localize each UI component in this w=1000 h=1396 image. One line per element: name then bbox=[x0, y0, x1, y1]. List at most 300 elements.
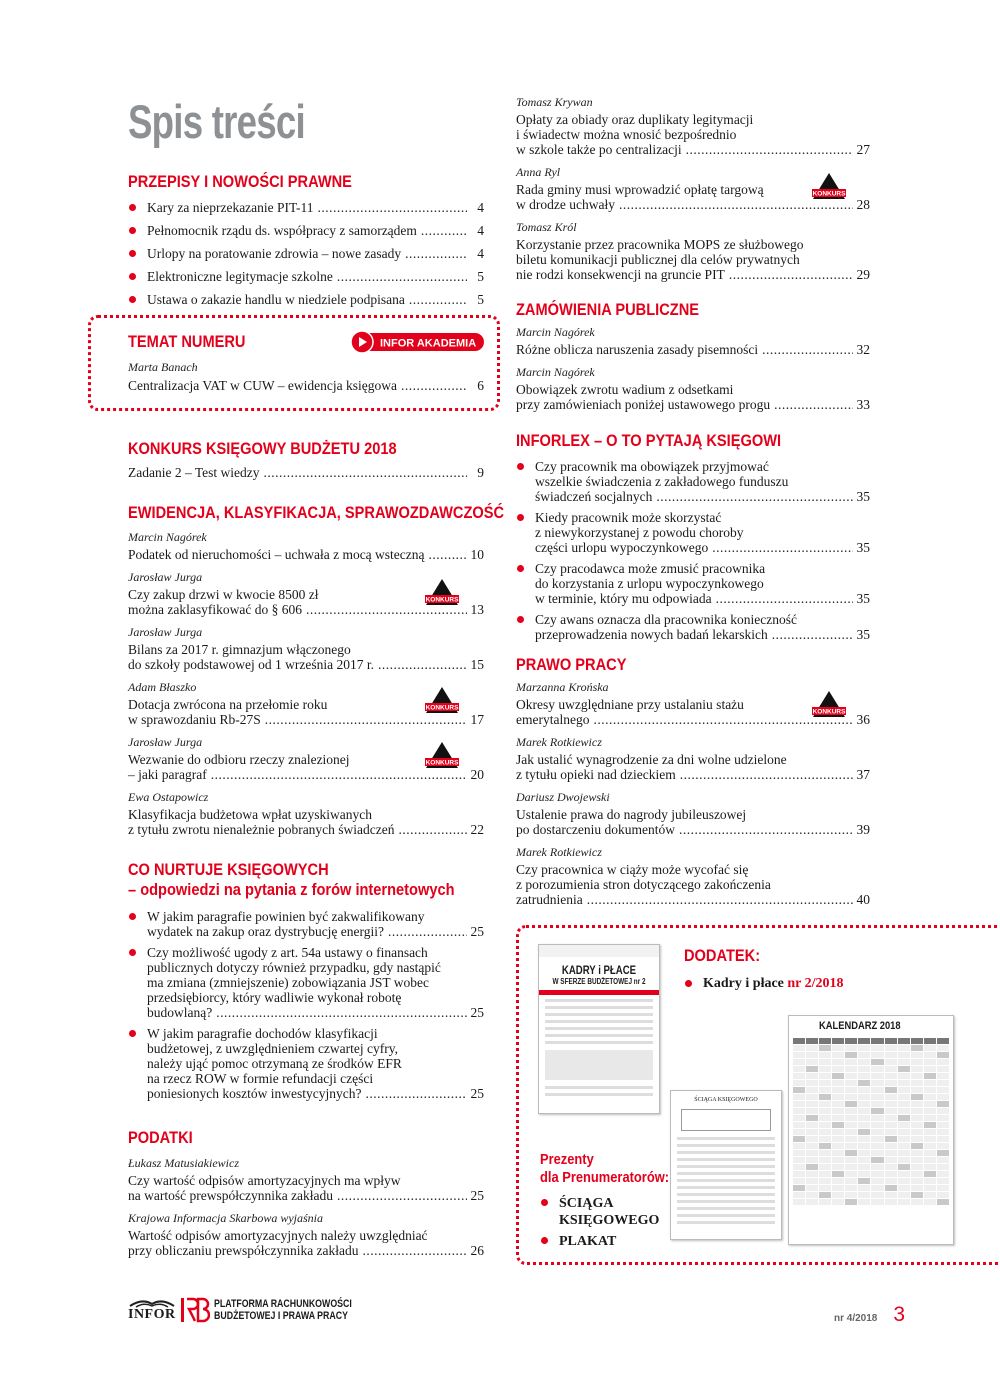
footer-page-info bbox=[834, 1303, 905, 1327]
page-ref: 37 bbox=[856, 767, 870, 782]
calendar-cell bbox=[911, 1143, 923, 1149]
entry-text-line: Rada gminy musi wprowadzić opłatę targową bbox=[516, 182, 764, 197]
section-nurtuje bbox=[128, 860, 484, 1101]
rb-logo-icon bbox=[180, 1297, 210, 1323]
toc-entry[interactable] bbox=[128, 909, 484, 939]
calendar-cell bbox=[885, 1094, 897, 1100]
calendar-cell bbox=[845, 1171, 857, 1177]
calendar-cell bbox=[924, 1192, 936, 1198]
footer-logo bbox=[128, 1297, 386, 1323]
calendar-cell bbox=[871, 1087, 883, 1093]
calendar-cell bbox=[885, 1178, 897, 1184]
toc-entry[interactable] bbox=[128, 269, 484, 284]
calendar-cell bbox=[898, 1045, 910, 1051]
calendar-cell bbox=[832, 1101, 844, 1107]
entry-text: Ustawa o zakazie handlu w niedziele podpisana bbox=[147, 292, 405, 307]
calendar-cell bbox=[845, 1157, 857, 1163]
toc-entry[interactable] bbox=[128, 642, 484, 672]
entry-text: po dostarczeniu dokumentów bbox=[516, 822, 675, 837]
toc-entry[interactable] bbox=[516, 510, 870, 555]
calendar-cell bbox=[832, 1073, 844, 1079]
calendar-cell bbox=[885, 1038, 897, 1044]
calendar-cell bbox=[937, 1143, 949, 1149]
calendar-cell bbox=[832, 1080, 844, 1086]
toc-entry[interactable] bbox=[128, 807, 484, 837]
calendar-cell bbox=[793, 1171, 805, 1177]
calendar-cell bbox=[845, 1122, 857, 1128]
section-title: PODATKI bbox=[128, 1128, 193, 1147]
entry-text-line: na rzecz ROW w formie refundacji części bbox=[147, 1071, 374, 1086]
thumb-title: ŚCIĄGA KSIĘGOWEGO bbox=[694, 1097, 758, 1103]
calendar-cell bbox=[871, 1052, 883, 1058]
calendar-cell bbox=[871, 1038, 883, 1044]
calendar-cell bbox=[898, 1150, 910, 1156]
calendar-cell bbox=[871, 1129, 883, 1135]
toc-entry[interactable] bbox=[128, 465, 484, 480]
page-ref: 35 bbox=[856, 591, 870, 606]
calendar-cell bbox=[911, 1101, 923, 1107]
calendar-cell bbox=[819, 1185, 831, 1191]
section-zamowienia bbox=[516, 300, 870, 412]
calendar-cell bbox=[832, 1171, 844, 1177]
entry-text-line: Jak ustalić wynagrodzenie za dni wolne udzielone bbox=[516, 752, 787, 767]
toc-entry[interactable] bbox=[128, 1026, 484, 1101]
calendar-cell bbox=[924, 1101, 936, 1107]
entry-text: Kary za nieprzekazanie PIT-11 bbox=[147, 200, 314, 215]
calendar-cell bbox=[858, 1150, 870, 1156]
calendar-cell bbox=[871, 1185, 883, 1191]
calendar-cell bbox=[911, 1185, 923, 1191]
calendar-cell bbox=[832, 1192, 844, 1198]
page-ref: 29 bbox=[856, 267, 870, 282]
calendar-cell bbox=[911, 1094, 923, 1100]
dodatek-item[interactable] bbox=[684, 976, 844, 992]
calendar-cell bbox=[793, 1101, 805, 1107]
calendar-cell bbox=[924, 1059, 936, 1065]
calendar-cell bbox=[858, 1073, 870, 1079]
calendar-cell bbox=[858, 1066, 870, 1072]
calendar-cell bbox=[845, 1136, 857, 1142]
calendar-cell bbox=[819, 1108, 831, 1114]
dot-leader bbox=[587, 892, 853, 907]
dot-leader bbox=[405, 246, 467, 261]
toc-entry[interactable] bbox=[516, 342, 870, 357]
calendar-cell bbox=[885, 1185, 897, 1191]
dodatek-item-name: Kadry i płace bbox=[703, 976, 784, 991]
calendar-cell bbox=[911, 1150, 923, 1156]
calendar-cell bbox=[871, 1094, 883, 1100]
page-ref: 35 bbox=[856, 540, 870, 555]
konkurs-label: KONKURS bbox=[425, 759, 459, 767]
calendar-cell bbox=[898, 1164, 910, 1170]
calendar-cell bbox=[845, 1101, 857, 1107]
toc-entry[interactable] bbox=[516, 752, 870, 782]
calendar-cell bbox=[937, 1150, 949, 1156]
entry-last-line bbox=[516, 342, 870, 357]
calendar-cell bbox=[819, 1038, 831, 1044]
page-ref: 25 bbox=[470, 1188, 484, 1203]
thumb-title: KADRY i PŁACE bbox=[561, 963, 637, 977]
calendar-cell bbox=[793, 1059, 805, 1065]
platform-name: PLATFORMA RACHUNKOWOŚCI bbox=[214, 1298, 352, 1310]
calendar-cell bbox=[937, 1122, 949, 1128]
page-title: Spis treści bbox=[128, 95, 305, 148]
calendar-cell bbox=[871, 1080, 883, 1086]
author: Łukasz Matusiakiewicz bbox=[128, 1156, 239, 1170]
dot-leader bbox=[365, 1086, 467, 1101]
calendar-cell bbox=[898, 1115, 910, 1121]
entry-text: poniesionych kosztów inwestycyjnych? bbox=[147, 1086, 362, 1101]
calendar-cell bbox=[832, 1122, 844, 1128]
author: Marek Rotkiewicz bbox=[516, 845, 602, 859]
calendar-cell bbox=[911, 1115, 923, 1121]
author: Krajowa Informacja Skarbowa wyjaśnia bbox=[128, 1211, 324, 1225]
konkurs-badge[interactable] bbox=[425, 686, 459, 716]
calendar-cell bbox=[898, 1073, 910, 1079]
calendar-cell bbox=[793, 1115, 805, 1121]
konkurs-badge[interactable] bbox=[425, 578, 459, 608]
akademia-label: INFOR AKADEMIA bbox=[380, 337, 477, 350]
entry-text-line: wszelkie świadczenia z zakładowego funduszu bbox=[535, 474, 789, 489]
calendar-cell bbox=[898, 1087, 910, 1093]
infor-logo-text: INFOR bbox=[128, 1307, 176, 1322]
calendar-cell bbox=[924, 1122, 936, 1128]
author: Ewa Ostapowicz bbox=[128, 790, 209, 804]
entry-last-line bbox=[147, 223, 484, 238]
calendar-cell bbox=[937, 1038, 949, 1044]
calendar-cell bbox=[924, 1143, 936, 1149]
dodatek-title: DODATEK: bbox=[684, 946, 761, 965]
calendar-cell bbox=[793, 1073, 805, 1079]
calendar-cell bbox=[871, 1136, 883, 1142]
entry-text: Różne oblicza naruszenia zasady pisemności bbox=[516, 342, 759, 357]
calendar-cell bbox=[898, 1192, 910, 1198]
entry-text: Pełnomocnik rządu ds. współpracy z samorządem bbox=[147, 223, 417, 238]
toc-entry[interactable] bbox=[516, 862, 870, 907]
calendar-cell bbox=[858, 1136, 870, 1142]
calendar-cell bbox=[937, 1185, 949, 1191]
section-przepisy bbox=[128, 172, 484, 307]
calendar-cell bbox=[885, 1192, 897, 1198]
konkurs-badge[interactable] bbox=[812, 172, 846, 202]
calendar-cell bbox=[832, 1115, 844, 1121]
toc-entry[interactable] bbox=[516, 382, 870, 412]
calendar-cell bbox=[793, 1150, 805, 1156]
toc-entry[interactable] bbox=[516, 459, 870, 504]
toc-entry[interactable] bbox=[128, 200, 484, 215]
calendar-cell bbox=[924, 1171, 936, 1177]
entry-last-line bbox=[516, 267, 870, 282]
calendar-cell bbox=[937, 1073, 949, 1079]
calendar-cell bbox=[806, 1080, 818, 1086]
author: Tomasz Król bbox=[516, 220, 577, 234]
calendar-cell bbox=[871, 1199, 883, 1205]
calendar-cell bbox=[806, 1150, 818, 1156]
konkurs-badge[interactable] bbox=[812, 690, 846, 720]
thumb-subtitle: W SFERZE BUDŻETOWEJ nr 2 bbox=[552, 977, 646, 986]
calendar-cell bbox=[819, 1052, 831, 1058]
toc-entry[interactable] bbox=[516, 237, 870, 282]
calendar-cell bbox=[819, 1192, 831, 1198]
calendar-cell bbox=[819, 1094, 831, 1100]
calendar-cell bbox=[885, 1073, 897, 1079]
calendar-cell bbox=[937, 1101, 949, 1107]
calendar-cell bbox=[793, 1199, 805, 1205]
calendar-cell bbox=[885, 1122, 897, 1128]
calendar-cell bbox=[885, 1087, 897, 1093]
calendar-cell bbox=[924, 1094, 936, 1100]
page-ref: 39 bbox=[856, 822, 870, 837]
author: Marta Banach bbox=[128, 360, 198, 374]
calendar-cell bbox=[806, 1052, 818, 1058]
entry-text-line: Wartość odpisów amortyzacyjnych należy uwzględniać bbox=[128, 1228, 428, 1243]
page-ref: 35 bbox=[856, 627, 870, 642]
page-ref: 25 bbox=[470, 1005, 484, 1020]
calendar-cell bbox=[937, 1171, 949, 1177]
author: Tomasz Krywan bbox=[516, 95, 593, 109]
calendar-cell bbox=[819, 1045, 831, 1051]
calendar-cell bbox=[819, 1129, 831, 1135]
calendar-cell bbox=[937, 1199, 949, 1205]
calendar-cell bbox=[898, 1199, 910, 1205]
calendar-cell bbox=[845, 1199, 857, 1205]
calendar-cell bbox=[885, 1157, 897, 1163]
calendar-cell bbox=[858, 1038, 870, 1044]
calendar-cell bbox=[924, 1129, 936, 1135]
calendar-cell bbox=[871, 1073, 883, 1079]
calendar-cell bbox=[845, 1129, 857, 1135]
kadry-placе-cover-thumbnail bbox=[538, 944, 660, 1114]
calendar-cell bbox=[898, 1094, 910, 1100]
calendar-cell bbox=[832, 1087, 844, 1093]
entry-text: w szkole także po centralizacji bbox=[516, 142, 682, 157]
calendar-cell bbox=[806, 1192, 818, 1198]
calendar-cell bbox=[819, 1073, 831, 1079]
entry-text-line: W jakim paragrafie dochodów klasyfikacji bbox=[147, 1026, 378, 1041]
calendar-cell bbox=[806, 1045, 818, 1051]
toc-entry[interactable] bbox=[516, 612, 870, 642]
infor-akademia-badge[interactable] bbox=[350, 330, 484, 354]
calendar-cell bbox=[885, 1101, 897, 1107]
calendar-cell bbox=[924, 1115, 936, 1121]
toc-entry[interactable] bbox=[128, 246, 484, 261]
toc-entry[interactable] bbox=[128, 547, 484, 562]
toc-entry[interactable] bbox=[128, 1228, 484, 1258]
calendar-cell bbox=[871, 1171, 883, 1177]
dot-leader bbox=[716, 591, 853, 606]
entry-text: przy zamówieniach poniżej ustawowego progu bbox=[516, 397, 771, 412]
author: Adam Błaszko bbox=[128, 680, 197, 694]
calendar-cell bbox=[898, 1157, 910, 1163]
author: Marcin Nagórek bbox=[516, 325, 595, 339]
entry-text-line: z porozumienia stron dotyczącego zakończenia bbox=[516, 877, 771, 892]
section-title: KONKURS KSIĘGOWY BUDŻETU 2018 bbox=[128, 439, 397, 458]
dot-leader bbox=[318, 200, 467, 215]
calendar-cell bbox=[885, 1164, 897, 1170]
calendar-cell bbox=[793, 1185, 805, 1191]
entry-last-line bbox=[147, 269, 484, 284]
calendar-cell bbox=[898, 1136, 910, 1142]
gift-item[interactable] bbox=[540, 1233, 690, 1250]
calendar-cell bbox=[858, 1101, 870, 1107]
dot-leader bbox=[429, 547, 467, 562]
entry-text-line: i świadectw można wnosić bezpośrednio bbox=[516, 127, 737, 142]
dot-leader bbox=[762, 342, 853, 357]
entry-text: Elektroniczne legitymacje szkolne bbox=[147, 269, 333, 284]
entry-text: można zaklasyfikować do § 606 bbox=[128, 602, 302, 617]
entry-text-line: W jakim paragrafie powinien być zakwalifikowany bbox=[147, 909, 425, 924]
calendar-cell bbox=[898, 1080, 910, 1086]
calendar-cell bbox=[924, 1164, 936, 1170]
entry-text-line: Klasyfikacja budżetowa wpłat uzyskiwanych bbox=[128, 807, 373, 822]
calendar-cell bbox=[845, 1094, 857, 1100]
calendar-cell bbox=[924, 1066, 936, 1072]
entry-text-line: należy ująć pomoc otrzymaną ze środków EFR bbox=[147, 1056, 402, 1071]
entry-text: Urlopy na poratowanie zdrowia – nowe zasady bbox=[147, 246, 402, 261]
entry-last-line bbox=[535, 540, 870, 555]
dot-leader bbox=[421, 223, 467, 238]
author: Anna Ryl bbox=[516, 165, 561, 179]
calendar-cell bbox=[806, 1157, 818, 1163]
section-podatki bbox=[128, 1128, 484, 1258]
calendar-cell bbox=[806, 1115, 818, 1121]
calendar-cell bbox=[858, 1129, 870, 1135]
section-ewidencja bbox=[128, 503, 505, 837]
calendar-cell bbox=[793, 1080, 805, 1086]
calendar-cell bbox=[832, 1199, 844, 1205]
calendar-cell bbox=[885, 1108, 897, 1114]
toc-entry[interactable] bbox=[516, 561, 870, 606]
calendar-cell bbox=[832, 1185, 844, 1191]
calendar-cell bbox=[819, 1136, 831, 1142]
entry-text-line: budżetowej, z uwzględnieniem czwartej cyfry, bbox=[147, 1041, 399, 1056]
entry-last-line bbox=[535, 627, 870, 642]
calendar-cell bbox=[806, 1185, 818, 1191]
gift-label: ŚCIĄGA bbox=[559, 1196, 614, 1211]
gift-item[interactable] bbox=[540, 1195, 690, 1229]
calendar-cell bbox=[871, 1108, 883, 1114]
calendar-cell bbox=[793, 1052, 805, 1058]
entry-text-line: Dotacja zwrócona na przełomie roku bbox=[128, 697, 328, 712]
calendar-cell bbox=[924, 1178, 936, 1184]
entry-text-line: Bilans za 2017 r. gimnazjum włączonego bbox=[128, 642, 351, 657]
calendar-cell bbox=[819, 1143, 831, 1149]
calendar-cell bbox=[871, 1150, 883, 1156]
entry-last-line bbox=[147, 1005, 484, 1020]
author: Jarosław Jurga bbox=[128, 625, 203, 639]
calendar-cell bbox=[898, 1143, 910, 1149]
calendar-cell bbox=[871, 1164, 883, 1170]
author: Jarosław Jurga bbox=[128, 735, 203, 749]
section-subtitle: – odpowiedzi na pytania z forów internetowych bbox=[128, 880, 455, 899]
calendar-cell bbox=[832, 1143, 844, 1149]
dot-leader bbox=[363, 1243, 467, 1258]
calendar-cell bbox=[858, 1164, 870, 1170]
toc-entry[interactable] bbox=[128, 378, 484, 393]
calendar-cell bbox=[937, 1115, 949, 1121]
entry-text-line: Czy pracownica w ciąży może wycofać się bbox=[516, 862, 749, 877]
entry-text-line: ma zmiana (zmniejszenie) zobowiązania JST wobec bbox=[147, 975, 430, 990]
dodatek-item-issue: nr 2/2018 bbox=[787, 976, 844, 991]
calendar-cell bbox=[806, 1059, 818, 1065]
calendar-cell bbox=[924, 1150, 936, 1156]
calendar-cell bbox=[819, 1171, 831, 1177]
toc-entry[interactable] bbox=[128, 1173, 484, 1203]
toc-entry[interactable] bbox=[128, 223, 484, 238]
prezenty-section bbox=[540, 1151, 690, 1250]
toc-entry[interactable] bbox=[516, 807, 870, 837]
entry-last-line bbox=[516, 892, 870, 907]
calendar-cell bbox=[871, 1192, 883, 1198]
calendar-cell bbox=[845, 1150, 857, 1156]
toc-entry[interactable] bbox=[128, 292, 484, 307]
calendar-cell bbox=[845, 1087, 857, 1093]
calendar-cell bbox=[911, 1052, 923, 1058]
section-title: INFORLEX – O TO PYTAJĄ KSIĘGOWI bbox=[516, 431, 782, 450]
calendar-cell bbox=[858, 1059, 870, 1065]
entry-text-line: Opłaty za obiady oraz duplikaty legitymacji bbox=[516, 112, 754, 127]
calendar-cell bbox=[793, 1066, 805, 1072]
entry-text-line: Czy zakup drzwi w kwocie 8500 zł bbox=[128, 587, 319, 602]
page-ref: 20 bbox=[470, 767, 484, 782]
calendar-cell bbox=[885, 1080, 897, 1086]
prezenty-title: Prezenty bbox=[540, 1151, 594, 1168]
entry-last-line bbox=[128, 547, 484, 562]
calendar-cell bbox=[924, 1157, 936, 1163]
konkurs-badge[interactable] bbox=[425, 741, 459, 771]
page-ref: 4 bbox=[477, 246, 484, 261]
calendar-cell bbox=[845, 1108, 857, 1114]
calendar-cell bbox=[845, 1178, 857, 1184]
calendar-cell bbox=[898, 1066, 910, 1072]
dot-leader bbox=[337, 269, 467, 284]
toc-entry[interactable] bbox=[128, 945, 484, 1020]
calendar-cell bbox=[806, 1087, 818, 1093]
calendar-cell bbox=[911, 1066, 923, 1072]
entry-last-line bbox=[128, 1243, 484, 1258]
calendar-cell bbox=[858, 1157, 870, 1163]
entry-text-line: Czy pracodawca może zmusić pracownika bbox=[535, 561, 766, 576]
section-title: ZAMÓWIENIA PUBLICZNE bbox=[516, 300, 700, 319]
calendar-cell bbox=[793, 1087, 805, 1093]
toc-entry[interactable] bbox=[516, 112, 870, 157]
calendar-cell bbox=[911, 1178, 923, 1184]
calendar-cell bbox=[793, 1108, 805, 1114]
calendar-cell bbox=[937, 1094, 949, 1100]
calendar-cell bbox=[885, 1045, 897, 1051]
calendar-cell bbox=[911, 1059, 923, 1065]
entry-text: Podatek od nieruchomości – uchwała z mocą wsteczną bbox=[128, 547, 425, 562]
calendar-cell bbox=[871, 1157, 883, 1163]
calendar-cell bbox=[858, 1108, 870, 1114]
calendar-cell bbox=[858, 1178, 870, 1184]
calendar-cell bbox=[793, 1129, 805, 1135]
calendar-cell bbox=[937, 1087, 949, 1093]
author: Marek Rotkiewicz bbox=[516, 735, 602, 749]
calendar-cell bbox=[911, 1192, 923, 1198]
author: Marzanna Krońska bbox=[516, 680, 609, 694]
calendar-cell bbox=[845, 1052, 857, 1058]
calendar-cell bbox=[793, 1094, 805, 1100]
calendar-cell bbox=[898, 1038, 910, 1044]
entry-text: na wartość prewspółczynnika zakładu bbox=[128, 1188, 334, 1203]
dot-leader bbox=[388, 924, 467, 939]
calendar-cell bbox=[871, 1045, 883, 1051]
calendar-cell bbox=[937, 1157, 949, 1163]
calendar-cell bbox=[793, 1136, 805, 1142]
gift-label: KSIĘGOWEGO bbox=[559, 1213, 660, 1228]
calendar-cell bbox=[924, 1108, 936, 1114]
